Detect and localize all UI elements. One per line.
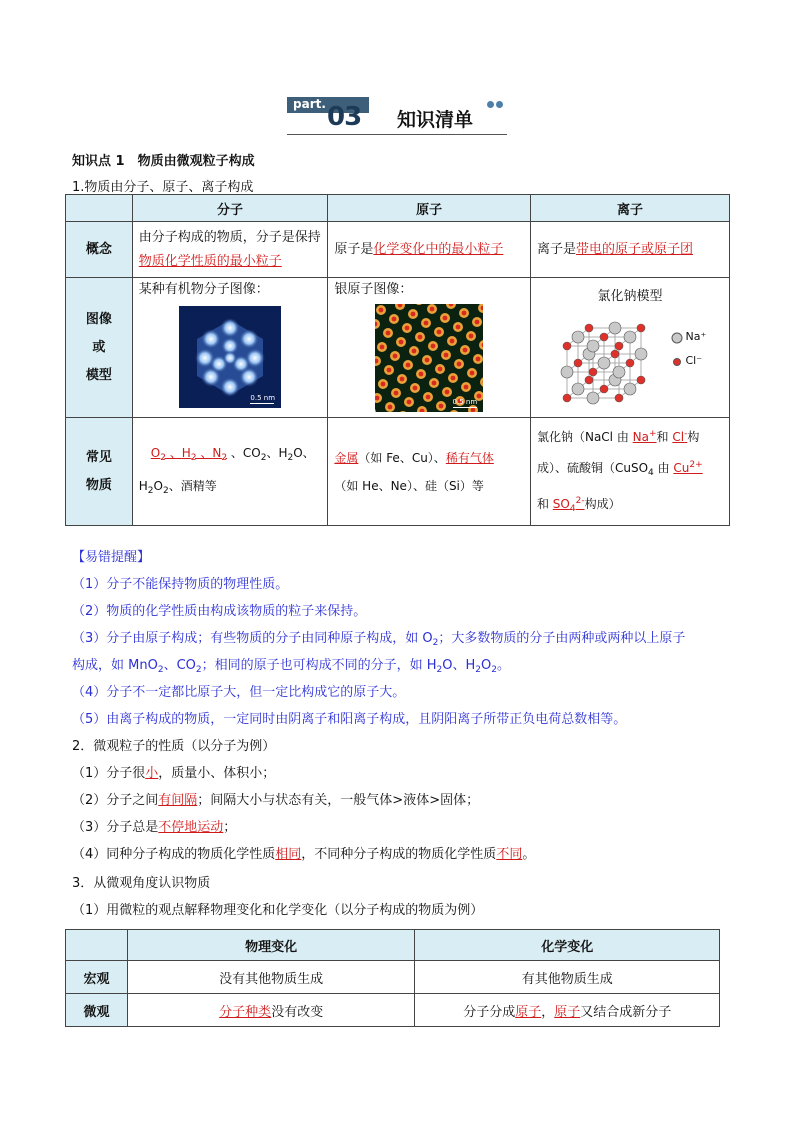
label-concept: 概念 (66, 222, 133, 278)
answer-o2: $O_2$ 、$H_2$ 、$N_2$ (150, 445, 228, 463)
table-corner (66, 195, 133, 222)
tip-3-line-1: （3）分子由原子构成；有些物质的分子由同种原子构成，如 $O_2$；大多数物质的分子由两种或两种以上原子 (72, 631, 686, 648)
section-3-sub-1: （1）用微粒的观点解释物理变化和化学变化（以分子构成的物质为例） (72, 903, 484, 918)
header-ion: 离子 (530, 195, 729, 222)
ion-caption: 氯化钠模型 (597, 289, 663, 304)
header-chemical-change: 化学变化 (415, 930, 720, 961)
tip-3-line-2: 构成，如 MnO$_2$、$CO_2$；相同的原子也可构成不同的分子，如 $H_2O$、$H_2O_2$。 (72, 658, 510, 675)
tip-1: （1）分子不能保持物质的物理性质。 (72, 577, 289, 592)
image-ion-cell (530, 278, 729, 418)
answer-metal: 金属 (334, 450, 359, 465)
micro-physical: 分子种类没有改变 (127, 994, 415, 1027)
tips-title: 【易错提醒】 (72, 550, 151, 565)
tip-5: （5）由离子构成的物质，一定同时由阴离子和阳离子构成，且阴阳离子所带正负电荷总数相等。 (72, 712, 627, 727)
section-1-title: 1.物质由分子、原子、离子构成 (72, 180, 254, 195)
concept-molecule: 由分子构成的物质，分子是保持物质化学性质的最小粒子 (132, 222, 328, 278)
concept-ion: 离子是带电的原子或原子团 (530, 222, 729, 278)
section-title: 知识清单 (397, 109, 474, 131)
answer-atom-concept: 化学变化中的最小粒子 (373, 241, 504, 257)
section-3-title: 3．从微观角度认识物质 (72, 876, 211, 891)
table2-corner (66, 930, 128, 961)
decor-dots-icon (487, 97, 505, 112)
atom-caption: 银原子图像： (334, 282, 413, 297)
change-table (65, 929, 720, 1027)
micro-chemical: 分子分成原子，原子又结合成新分子 (415, 994, 720, 1027)
tip-2: （2）物质的化学性质由构成该物质的粒子来保持。 (72, 604, 367, 619)
header-atom: 原子 (328, 195, 531, 222)
part-number: 03 (327, 102, 362, 132)
molecule-image (179, 306, 281, 408)
image-atom-cell (328, 278, 531, 418)
label-macro: 宏观 (66, 961, 128, 994)
molecule-scale: 0.5 nm (250, 394, 276, 402)
silver-atom-image (375, 304, 483, 412)
header-underline (287, 134, 507, 135)
property-3: （3）分子总是不停地运动； (72, 820, 237, 835)
part-label: part. (293, 97, 326, 111)
legend-na: Na⁺ (685, 330, 707, 343)
substance-atom: 金属（如 Fe、Cu）、稀有气体 （如 He、Ne）、硅（Si）等 (328, 418, 531, 526)
substance-molecule: $O_2$ 、$H_2$ 、$N_2$ 、$CO_2$、$H_2O$、 $H_2O_2$、酒精等 (132, 418, 328, 526)
atom-scale: 0.5 nm (452, 398, 478, 406)
property-1: （1）分子很小，质量小、体积小； (72, 766, 276, 781)
answer-cu-ion: $Cu^{2+}$ (673, 460, 703, 475)
answer-molecule-concept: 物质化学性质的最小粒子 (138, 253, 282, 269)
concept-atom: 原子是化学变化中的最小粒子 (328, 222, 531, 278)
molecule-caption: 某种有机物分子图像： (138, 282, 269, 297)
macro-chemical: 有其他物质生成 (415, 961, 720, 994)
property-4: （4）同种分子构成的物质化学性质相同，不同种分子构成的物质化学性质不同。 (72, 847, 536, 862)
tip-4: （4）分子不一定都比原子大，但一定比构成它的原子大。 (72, 685, 406, 700)
answer-cl-ion: Cl- (672, 429, 688, 444)
answer-ion-concept: 带电的原子或原子团 (575, 241, 693, 257)
section-2-title: 2．微观粒子的性质（以分子为例） (72, 739, 276, 754)
particles-table (65, 194, 730, 526)
label-substance: 常见 物质 (66, 418, 133, 526)
answer-noble-gas: 稀有气体 (445, 450, 494, 465)
section-header (287, 95, 507, 137)
legend-cl: Cl⁻ (685, 354, 703, 367)
knowledge-point-title: 知识点 1 物质由微观粒子构成 (72, 154, 255, 169)
header-physical-change: 物理变化 (127, 930, 415, 961)
nacl-model (537, 310, 722, 410)
header-molecule: 分子 (132, 195, 328, 222)
label-image: 图像 或 模型 (66, 278, 133, 418)
label-micro: 微观 (66, 994, 128, 1027)
property-2: （2）分子之间有间隔；间隔大小与状态有关，一般气体>液体>固体； (72, 793, 480, 808)
substance-ion: 氯化钠（NaCl 由 Na+和 Cl-构 成）、硫酸铜（CuSO$_4$ 由 $Cu^{2+}$ 和 $SO_4^{2-}$构成） (530, 418, 729, 526)
image-molecule-cell (132, 278, 328, 418)
macro-physical: 没有其他物质生成 (127, 961, 415, 994)
answer-na-ion: Na+ (632, 429, 657, 444)
answer-so4-ion: $SO_4^{2-}$ (552, 496, 585, 514)
